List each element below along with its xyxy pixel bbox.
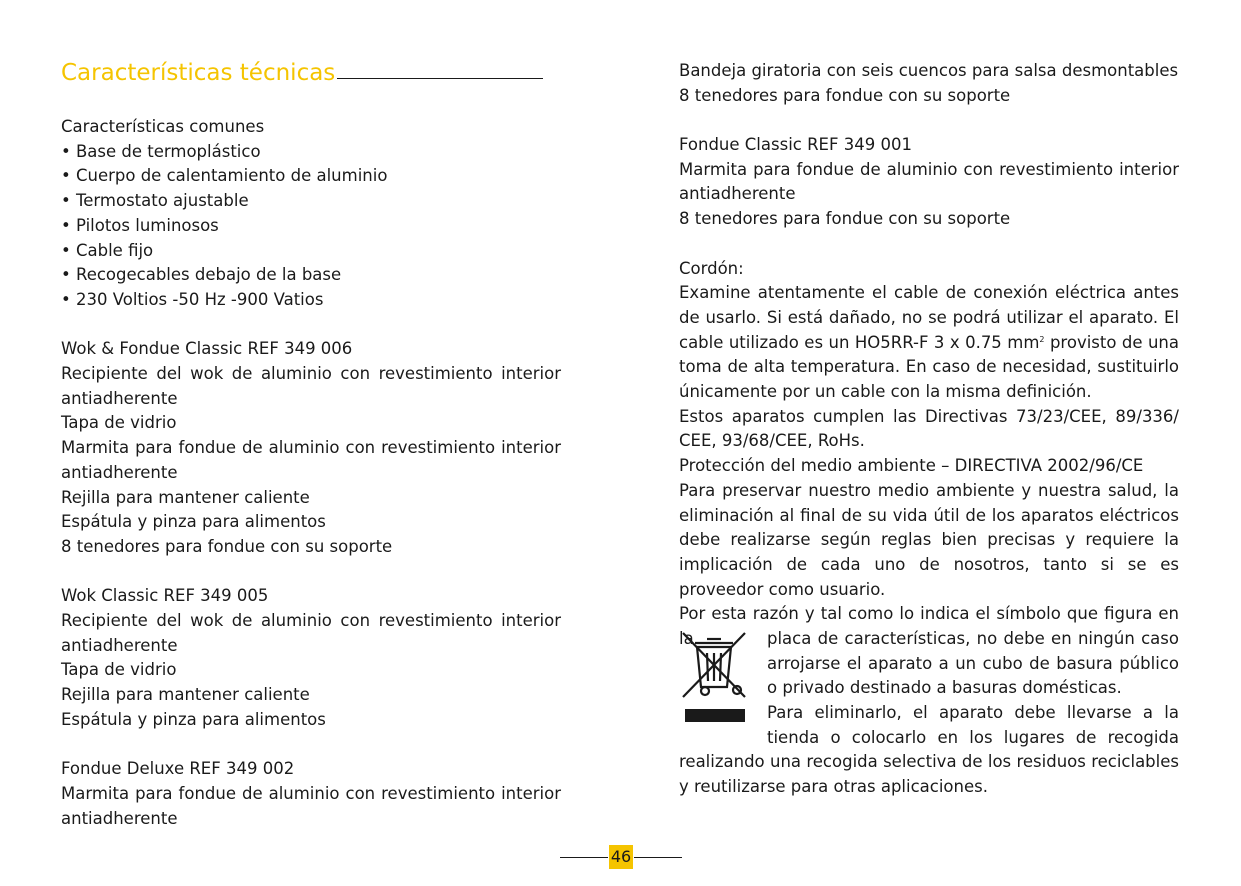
deluxe-cont-line: 8 tenedores para fondue con su soporte bbox=[679, 85, 1011, 105]
page-number: 46 bbox=[609, 845, 633, 869]
wok-line: Tapa de vidrio bbox=[61, 660, 177, 680]
classic-heading: Fondue Classic REF 349 001 bbox=[679, 135, 912, 155]
page-footer bbox=[560, 845, 682, 871]
spacer bbox=[61, 313, 561, 338]
cord-line-with-sup bbox=[679, 331, 1179, 356]
wok-line: Espátula y pinza para alimentos bbox=[61, 709, 326, 729]
cord-heading: Cordón: bbox=[679, 258, 744, 278]
classic-line: Marmita para fondue de aluminio con revestimiento interior bbox=[679, 159, 1179, 179]
crossed-out-wheelie-bin-icon bbox=[679, 629, 749, 729]
wok-fondue-heading: Wok & Fondue Classic REF 349 006 bbox=[61, 339, 353, 359]
wok-fondue-line: 8 tenedores para fondue con su soporte bbox=[61, 536, 393, 556]
common-item: • Cable fijo bbox=[61, 239, 561, 264]
cord-line: CEE, 93/68/CEE, RoHs. bbox=[679, 431, 865, 451]
env-final-line: realizando una recogida selectiva de los residuos reciclables bbox=[679, 752, 1179, 772]
common-item: • Cuerpo de calentamiento de aluminio bbox=[61, 164, 561, 189]
weee-block bbox=[679, 627, 1179, 750]
env-indented-line: tienda o colocarlo en los lugares de recogida bbox=[767, 727, 1179, 747]
wok-fondue-line: antiadherente bbox=[61, 388, 178, 408]
common-item: • Termostato ajustable bbox=[61, 189, 561, 214]
deluxe-heading: Fondue Deluxe REF 349 002 bbox=[61, 759, 295, 779]
cord-line: Examine atentamente el cable de conexión eléctrica antes bbox=[679, 283, 1179, 303]
wok-fondue-line: Tapa de vidrio bbox=[61, 413, 177, 433]
classic-line: 8 tenedores para fondue con su soporte bbox=[679, 209, 1011, 229]
common-heading: Características comunes bbox=[61, 117, 265, 136]
env-indented-line: placa de características, no debe en ningún caso bbox=[767, 628, 1179, 648]
wok-line: antiadherente bbox=[61, 635, 178, 655]
deluxe-line: antiadherente bbox=[61, 808, 178, 828]
right-column bbox=[679, 59, 1179, 800]
cord-line: de usarlo. Si está dañado, no se podrá utilizar el aparato. El bbox=[679, 307, 1179, 327]
deluxe-line: Marmita para fondue de aluminio con revestimiento interior bbox=[61, 783, 561, 803]
wok-line: Recipiente del wok de aluminio con revestimiento interior bbox=[61, 611, 561, 630]
env-line: eliminación al final de su vida útil de los aparatos eléctricos bbox=[679, 505, 1179, 525]
common-item: • Base de termoplástico bbox=[61, 140, 561, 165]
spacer bbox=[679, 232, 1179, 257]
wok-fondue-line: Rejilla para mantener caliente bbox=[61, 487, 310, 507]
cord-line: toma de alta temperatura. En caso de necesidad, sustituirlo bbox=[679, 357, 1179, 377]
env-line: debe realizarse según reglas bien precisas y requiere la bbox=[679, 530, 1179, 550]
cord-text: cable utilizado es un HO5RR-F 3 x 0.75 mm bbox=[679, 332, 1040, 352]
env-line: Por esta razón y tal como lo indica el símbolo que figura en la bbox=[679, 604, 1179, 648]
wok-fondue-line: Recipiente del wok de aluminio con revestimiento interior bbox=[61, 364, 561, 384]
superscript: 2 bbox=[1039, 334, 1045, 344]
wok-line: Rejilla para mantener caliente bbox=[61, 685, 310, 705]
common-item: • Recogecables debajo de la base bbox=[61, 263, 561, 288]
common-item: • Pilotos luminosos bbox=[61, 214, 561, 239]
spacer bbox=[61, 560, 561, 585]
env-line: proveedor como usuario. bbox=[679, 579, 886, 599]
wok-heading: Wok Classic REF 349 005 bbox=[61, 586, 269, 606]
env-final-line: y reutilizarse para otras aplicaciones. bbox=[679, 777, 988, 797]
env-line: Para preservar nuestro medio ambiente y nuestra salud, la bbox=[679, 480, 1179, 500]
env-heading: Protección del medio ambiente – DIRECTIVA 2002/96/CE bbox=[679, 456, 1144, 476]
page-title-text: Características técnicas bbox=[61, 60, 336, 86]
classic-line: antiadherente bbox=[679, 184, 796, 204]
env-indented-line: o privado destinado a basuras domésticas. bbox=[767, 678, 1122, 698]
wok-fondue-line: Marmita para fondue de aluminio con revestimiento interior bbox=[61, 438, 561, 458]
wok-fondue-line: Espátula y pinza para alimentos bbox=[61, 512, 326, 532]
spacer bbox=[679, 108, 1179, 133]
footer-rule-right bbox=[634, 857, 682, 858]
footer-rule-left bbox=[560, 857, 608, 858]
deluxe-cont-line: Bandeja giratoria con seis cuencos para salsa desmontables bbox=[679, 61, 1179, 80]
env-line: implicación de cada uno de nosotros, tanto si se es bbox=[679, 554, 1179, 574]
env-indented-line: Para eliminarlo, el aparato debe llevarse a la bbox=[767, 703, 1179, 723]
wok-fondue-line: antiadherente bbox=[61, 462, 178, 482]
title-underline bbox=[337, 56, 543, 79]
page-title bbox=[61, 56, 553, 90]
cord-text-tail: provisto de una bbox=[1044, 332, 1179, 352]
cord-line: únicamente por un cable con la misma definición. bbox=[679, 382, 1092, 402]
common-item: • 230 Voltios -50 Hz -900 Vatios bbox=[61, 288, 561, 313]
spacer bbox=[61, 733, 561, 758]
left-column bbox=[61, 115, 561, 831]
env-indented-line: arrojarse el aparato a un cubo de basura público bbox=[767, 653, 1179, 673]
cord-line: Estos aparatos cumplen las Directivas 73/23/CEE, 89/336/ bbox=[679, 406, 1179, 426]
